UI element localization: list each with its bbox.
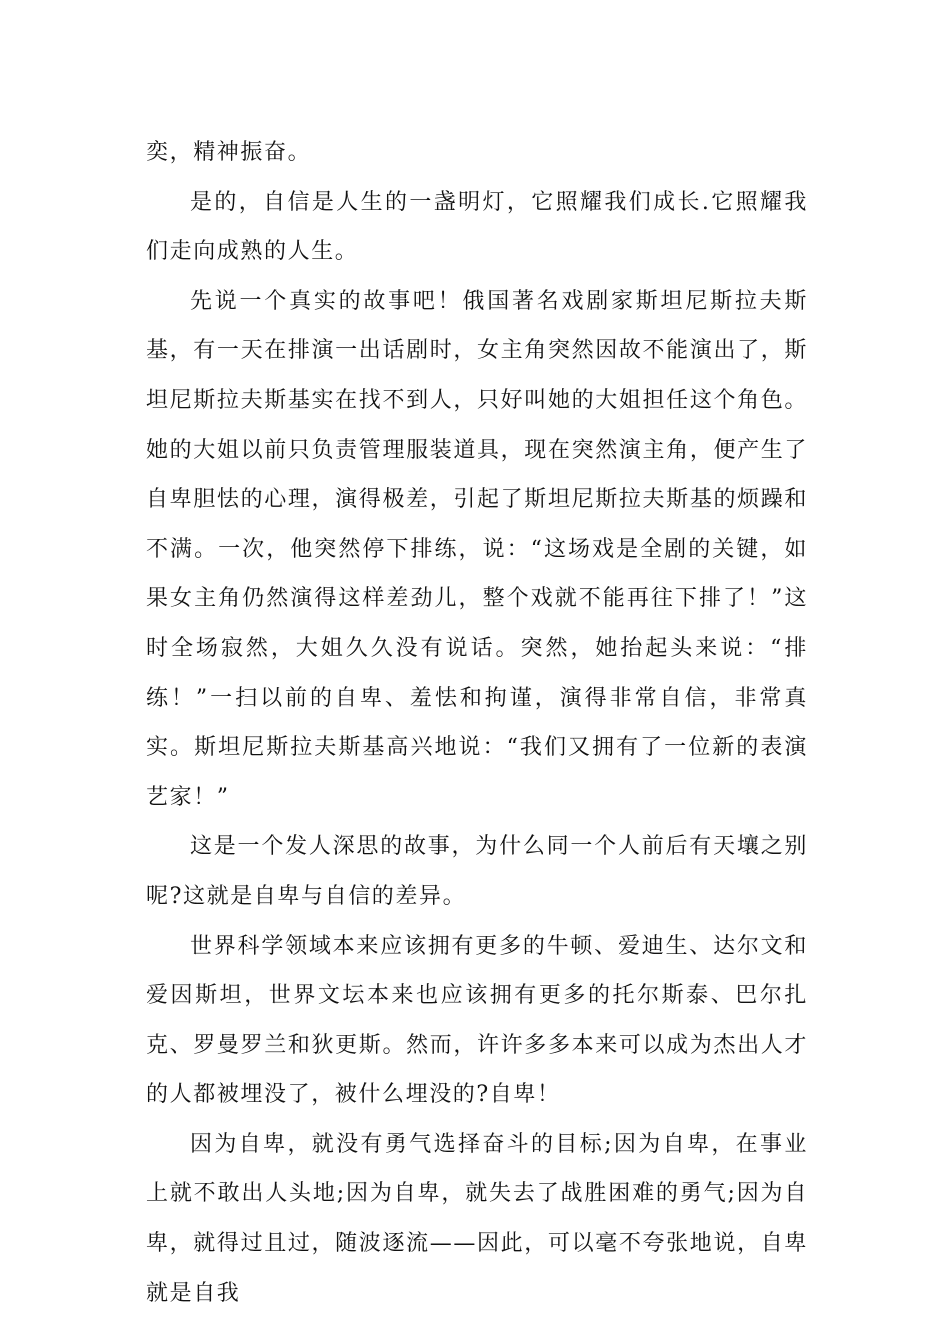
paragraph-1: 奕，精神振奋。	[146, 140, 312, 165]
paragraph-3: 先说一个真实的故事吧！俄国著名戏剧家斯坦尼斯拉夫斯基，有一天在排演一出话剧时，女主角突然因故不能演出了，斯坦尼斯拉夫斯基实在找不到人，只好叫她的大姐担任这个角色。她的大姐以前只负责管理服装道具，现在突然演主角，便产生了自卑胆怯的心理，演得极差，引起了斯坦尼斯拉夫斯基的烦躁和不满。一次，他突然停下排练，说：“这场戏是全剧的关键，如果女主角仍然演得这样差劲儿，整个戏就不能再往下排了！”这时全场寂然，大姐久久没有说话。突然，她抬起头来说：“排练！”一扫以前的自卑、羞怯和拘谨，演得非常自信，非常真实。斯坦尼斯拉夫斯基高兴地说：“我们又拥有了一位新的表演艺家！”	[146, 288, 808, 810]
paragraph-5: 世界科学领域本来应该拥有更多的牛顿、爱迪生、达尔文和爱因斯坦，世界文坛本来也应该拥有更多的托尔斯泰、巴尔扎克、罗曼罗兰和狄更斯。然而，许许多多本来可以成为杰出人才的人都被埋没了，被什么埋没的?自卑！	[146, 933, 808, 1108]
paragraph-2: 是的，自信是人生的一盏明灯，它照耀我们成长.它照耀我们走向成熟的人生。	[146, 189, 808, 265]
paragraph-6: 因为自卑，就没有勇气选择奋斗的目标;因为自卑，在事业上就不敢出人头地;因为自卑，就失去了战胜困难的勇气;因为自卑，就得过且过，随波逐流——因此，可以毫不夸张地说，自卑就是自我	[146, 1131, 808, 1306]
body-text	[146, 128, 808, 1318]
paragraph-4: 这是一个发人深思的故事，为什么同一个人前后有天壤之别呢?这就是自卑与自信的差异。	[146, 834, 808, 909]
